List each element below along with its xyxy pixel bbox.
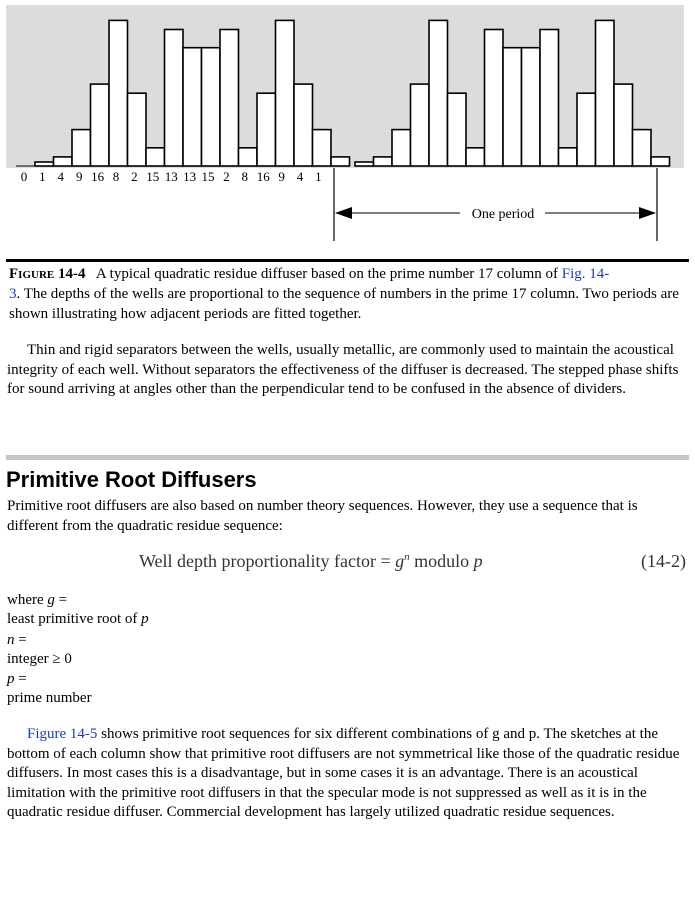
- well-bar: [540, 30, 559, 167]
- well-bar: [109, 20, 128, 166]
- sequence-tick-label: 16: [91, 169, 105, 184]
- caption-text-end: . The depths of the wells are proportional to the sequence of numbers in the prime 17 column. Two periods are shown illustrating how adjacent periods are fitted together.: [9, 286, 679, 322]
- sequence-tick-label: 8: [241, 169, 249, 184]
- well-bar: [559, 148, 578, 166]
- well-bar: [411, 84, 430, 166]
- equation-14-2: Well depth proportionality factor = $g^n$ modulo p: [139, 551, 483, 571]
- arrowhead-left-icon: [335, 207, 352, 219]
- well-bar: [202, 48, 221, 166]
- sequence-tick-label: 1: [39, 169, 46, 184]
- well-bar: [128, 93, 147, 166]
- section-divider: [6, 455, 689, 460]
- well-bar: [577, 93, 596, 166]
- section-intro: Primitive root diffusers are also based on number theory sequences. However, they use a sequence that is different from the quadratic residue sequence:: [7, 498, 638, 534]
- well-bar: [355, 162, 374, 166]
- sequence-tick-label: 2: [223, 169, 230, 184]
- figure-14-5-link[interactable]: Figure 14-5: [27, 726, 98, 742]
- well-bar: [220, 30, 239, 167]
- sequence-tick-label: 1: [315, 169, 322, 184]
- definition-p-line: p =: [7, 671, 27, 687]
- sequence-tick-label: 15: [201, 169, 215, 184]
- well-bar: [54, 157, 73, 166]
- period-label: One period: [471, 207, 535, 222]
- definition-p-desc: prime number: [7, 690, 92, 706]
- equation-number: (14-2): [641, 551, 686, 571]
- well-bar: [146, 148, 165, 166]
- sequence-tick-label: 13: [183, 169, 197, 184]
- fig-14-3-link[interactable]: Fig. 14- 3: [9, 266, 610, 302]
- well-bar: [313, 130, 332, 166]
- well-bar: [596, 20, 615, 166]
- sequence-tick-label: 0: [20, 169, 28, 184]
- well-bar: [257, 93, 276, 166]
- caption-top-rule: [6, 259, 689, 262]
- primitive-root-paragraph: Figure 14-5 shows primitive root sequences for six different combinations of g and p. The sketches at the bottom of each column show that primitive root diffusers are not symmetrical like those of the quadratic residue diffusers. In most cases this is a disadvantage, but in some cases it is an advantage. There is an acoustical limitation with the primitive root diffusers in that the specular mode is not suppressed as well as it is in the quadratic residue diffuser. Commercial development has largely utilized quadratic residue sequences.: [7, 726, 680, 820]
- well-bar: [294, 84, 313, 166]
- sequence-tick-label: 2: [131, 169, 138, 184]
- well-bar: [91, 84, 110, 166]
- well-bar: [485, 30, 504, 167]
- well-bar: [183, 48, 202, 166]
- well-bar: [239, 148, 258, 166]
- well-bar: [35, 162, 54, 166]
- sequence-tick-label: 9: [278, 169, 285, 184]
- well-bar: [331, 157, 350, 166]
- sequence-tick-label: 4: [57, 169, 65, 184]
- well-bar: [651, 157, 670, 166]
- sequence-tick-label: 16: [256, 169, 270, 184]
- caption-text-start: A typical quadratic residue diffuser based on the prime number 17 column of: [95, 266, 562, 282]
- definition-n-line: n =: [7, 632, 27, 648]
- well-bar: [276, 20, 295, 166]
- well-bar: [614, 84, 633, 166]
- well-bar: [429, 20, 448, 166]
- sequence-tick-label: 9: [75, 169, 83, 184]
- well-bar: [448, 93, 467, 166]
- well-bar: [522, 48, 541, 166]
- definition-g-line: where g =: [7, 592, 68, 608]
- arrowhead-right-icon: [639, 207, 656, 219]
- figure-caption: [9, 264, 685, 324]
- section-heading: Primitive Root Diffusers: [6, 467, 257, 492]
- sequence-tick-label: 8: [112, 169, 120, 184]
- well-bar: [633, 130, 652, 166]
- figure-label: Figure 14-4: [9, 266, 86, 282]
- well-bar: [392, 130, 411, 166]
- sequence-tick-label: 13: [164, 169, 178, 184]
- sequence-tick-label: 15: [146, 169, 160, 184]
- well-bar: [466, 148, 485, 166]
- definition-g-desc: least primitive root of p: [7, 611, 149, 627]
- well-bar: [72, 130, 91, 166]
- definition-n-desc: integer ≥ 0: [7, 651, 72, 667]
- separators-paragraph: Thin and rigid separators between the wells, usually metallic, are commonly used to maintain the acoustical integrity of each well. Without separators the effectiveness of the diffuser is decreased. The stepped phase shifts for sound arriving at angles other than the perpendicular tend to be confused in the absence of dividers.: [7, 342, 679, 397]
- well-bar: [503, 48, 522, 166]
- well-bar: [374, 157, 393, 166]
- quadratic-residue-diffuser-figure: [0, 0, 695, 250]
- sequence-tick-label: 4: [296, 169, 304, 184]
- well-bar: [165, 30, 184, 167]
